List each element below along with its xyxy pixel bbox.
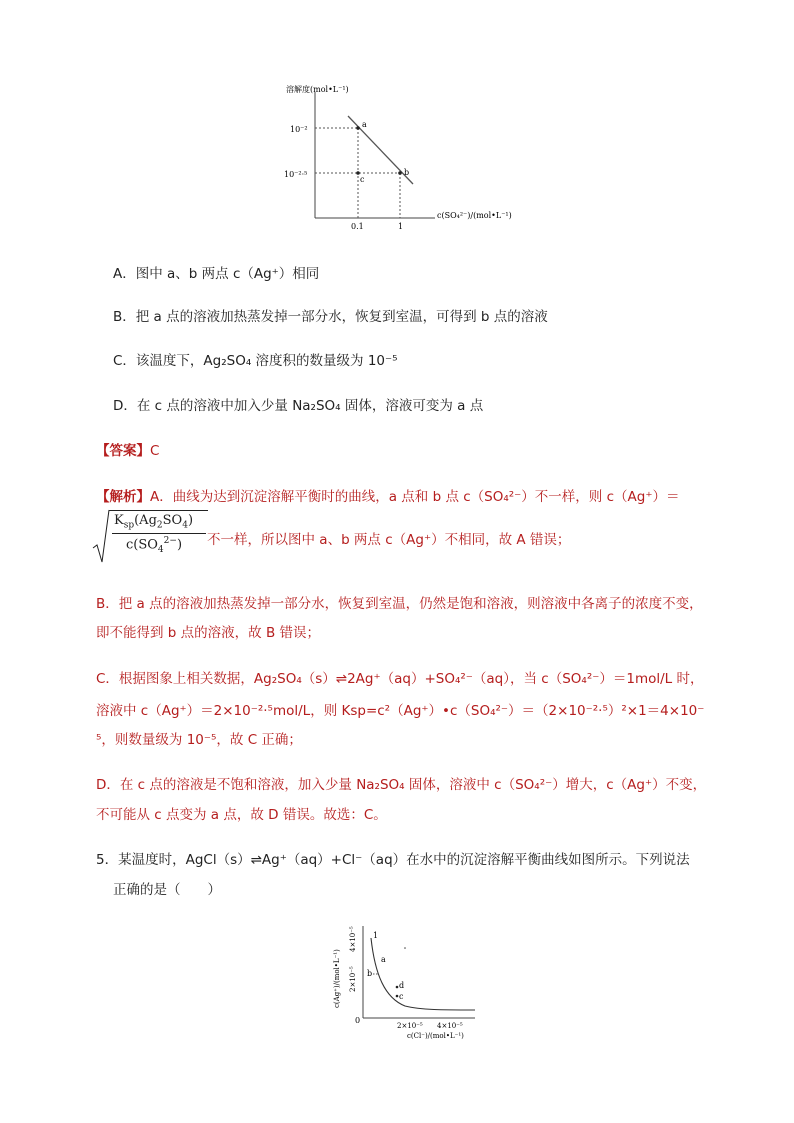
analysis-d-line1: D．在 c 点的溶液是不饱和溶液，加入少量 Na₂SO₄ 固体，溶液中 c（SO₄²⁻）增大，c（Ag⁺）不变， xyxy=(96,777,707,793)
option-d: D．在 c 点的溶液中加入少量 Na₂SO₄ 固体，溶液可变为 a 点 xyxy=(113,398,484,414)
option-b: B．把 a 点的溶液加热蒸发掉一部分水，恢复到室温，可得到 b 点的溶液 xyxy=(113,309,548,325)
point-d-marker xyxy=(396,986,399,989)
point-a-label: a xyxy=(362,120,367,129)
sqrt-sign xyxy=(92,508,110,564)
solubility-chart xyxy=(270,78,540,238)
point-c-label: c xyxy=(360,175,365,184)
point-b-marker xyxy=(398,171,402,175)
point-c-label: c xyxy=(399,992,404,1001)
answer-label: 【答案】 xyxy=(96,443,150,459)
x-tick-4: 4×10⁻⁵ xyxy=(437,1022,463,1030)
x-axis-label: c(Cl⁻)/(mol•L⁻¹) xyxy=(407,1032,464,1040)
point-a-marker xyxy=(356,126,360,130)
option-a: A．图中 a、b 两点 c（Ag⁺）相同 xyxy=(113,266,320,282)
analysis-b-line2: 即不能得到 b 点的溶液，故 B 错误； xyxy=(96,625,320,641)
y-tick-4: 4×10⁻⁵ xyxy=(349,926,357,952)
point-c-marker xyxy=(396,995,399,998)
analysis-d-line2: 不可能从 c 点变为 a 点，故 D 错误。故选：C。 xyxy=(96,807,387,823)
origin-label: 0 xyxy=(355,1016,361,1025)
x-tick-1: 0.1 xyxy=(351,222,364,231)
point-b-label: b xyxy=(367,969,373,978)
option-c: C．该温度下，Ag₂SO₄ 溶度积的数量级为 10⁻⁵ xyxy=(113,353,398,369)
y-tick-mid: 10⁻²·⁵ xyxy=(284,170,308,179)
fraction-numerator: $K_{sp}(Ag_2SO_4)$ xyxy=(114,513,194,531)
x-tick-2: 1 xyxy=(398,222,404,231)
agcl-equilibrium-chart xyxy=(325,920,495,1045)
label-1: 1 xyxy=(373,931,379,940)
sqrt-fraction xyxy=(92,508,208,564)
analysis-a-line1: 【解析】A．曲线为达到沉淀溶解平衡时的曲线，a 点和 b 点 c（SO₄²⁻）不一样，则 c（Ag⁺）＝ xyxy=(96,489,680,505)
answer-line xyxy=(96,439,159,459)
y-axis-label: c(Ag⁺)/(mol•L⁻¹) xyxy=(333,949,341,1008)
answer-value: C xyxy=(150,443,160,459)
y-axis-label: 溶解度(mol•L⁻¹) xyxy=(286,85,349,94)
point-a-label: a xyxy=(381,955,386,964)
analysis-label: 【解析】 xyxy=(96,489,150,505)
point-d-label: d xyxy=(399,981,405,990)
analysis-c-line2: 溶液中 c（Ag⁺）＝2×10⁻²·⁵mol/L，则 Ksp=c²（Ag⁺）•c（SO₄²⁻）＝（2×10⁻²·⁵）²×1＝4×10⁻ xyxy=(96,703,705,719)
fraction-denominator: $c(SO_4^{2-})$ xyxy=(126,536,183,555)
y-tick-top: 10⁻² xyxy=(290,125,308,134)
y-tick-2: 2×10⁻⁵ xyxy=(349,966,357,992)
x-tick-2: 2×10⁻⁵ xyxy=(397,1022,423,1030)
point-b-label: b xyxy=(404,168,410,177)
x-axis-label: c(SO₄²⁻)/(mol•L⁻¹) xyxy=(437,211,512,220)
analysis-b-line1: B．把 a 点的溶液加热蒸发掉一部分水，恢复到室温，仍然是饱和溶液，则溶液中各离子的浓度不变， xyxy=(96,596,703,612)
analysis-c-line3: ⁵，则数量级为 10⁻⁵，故 C 正确； xyxy=(96,732,302,748)
analysis-a-line2: 不一样，所以图中 a、b 两点 c（Ag⁺）不相同，故 A 错误； xyxy=(207,532,571,548)
question-5-line2: 正确的是（ ） xyxy=(113,882,221,898)
fraction-bar xyxy=(112,533,206,534)
equilibrium-curve xyxy=(371,938,475,1010)
analysis-c-line1: C．根据图象上相关数据，Ag₂SO₄（s）⇌2Ag⁺（aq）+SO₄²⁻（aq），当 c（SO₄²⁻）＝1mol/L 时， xyxy=(96,671,704,687)
question-5-line1: 5．某温度时，AgCl（s）⇌Ag⁺（aq）+Cl⁻（aq）在水中的沉淀溶解平衡曲线如图所示。下列说法 xyxy=(96,852,690,868)
